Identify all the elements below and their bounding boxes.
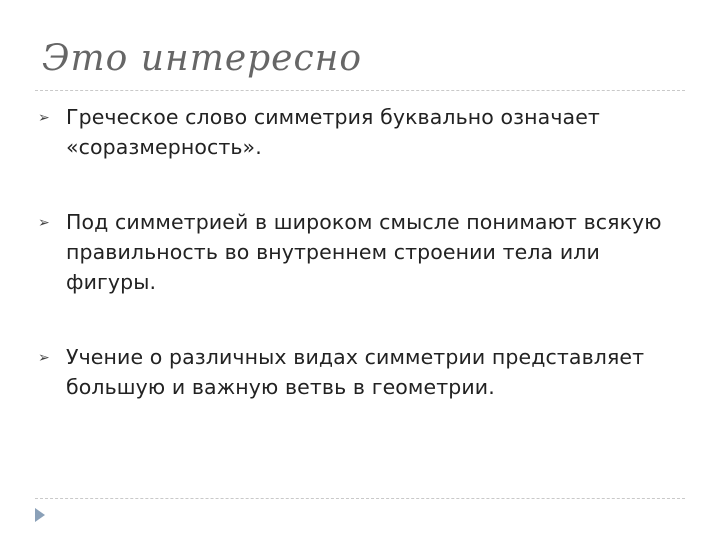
footer-divider	[35, 498, 685, 499]
title-divider	[35, 90, 685, 91]
bullet-item	[38, 207, 688, 297]
bullet-text: Греческое слово симметрия буквально означает «соразмерность».	[66, 105, 600, 159]
arrow-bullet-icon: ➢	[38, 215, 50, 231]
slide-title: Это интересно	[42, 38, 363, 79]
play-triangle-icon[interactable]	[35, 508, 45, 522]
arrow-bullet-icon: ➢	[38, 110, 50, 126]
bullet-item	[38, 342, 688, 402]
arrow-bullet-icon: ➢	[38, 350, 50, 366]
bullet-item	[38, 102, 688, 162]
bullet-text: Под симметрией в широком смысле понимают всякую правильность во внутреннем строении тела или фигуры.	[66, 210, 662, 294]
bullet-text: Учение о различных видах симметрии представляет большую и важную ветвь в геометрии.	[66, 345, 645, 399]
